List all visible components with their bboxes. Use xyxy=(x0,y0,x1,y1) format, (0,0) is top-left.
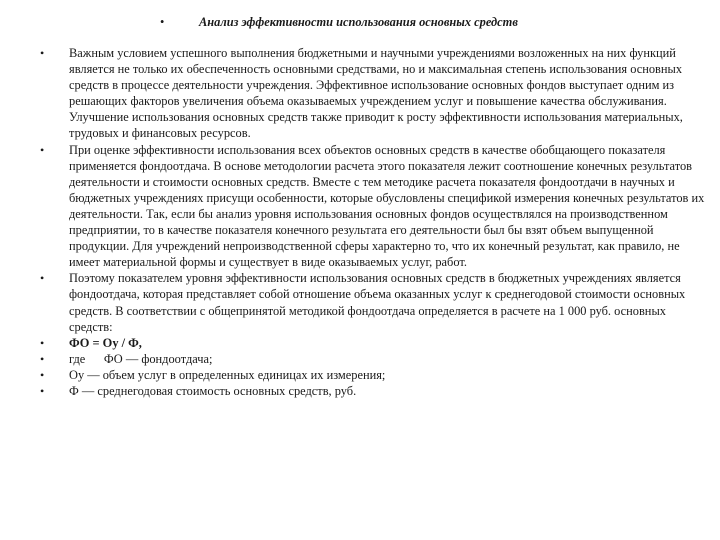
bullet-icon: • xyxy=(40,142,45,157)
paragraph-methodology: При оценке эффективности использования всех объектов основных средств в качестве обобщающего показателя применяется фондоотдача. В основе методологии расчета этого показателя лежит соотношение конечных результатов деятельности и стоимости основных средств. Вместе с тем методике расчета показателя фондоотдачи в научных и бюджетных учреждениях присущи особенности, которые обусловлены спецификой измерения конечных результатов их деятельности. Так, если бы анализ уровня использования основных фондов осуществлялся на производственном предприятии, то в качестве показателя конечного результата его деятельности был бы взят объем выпущенной продукции. Для учреждений непроизводственной сферы характерно то, что их конечный результат, как правило, не имеет материальной формы и существует в виде оказываемых услуг, работ. xyxy=(69,142,705,270)
list-item-legend-oy xyxy=(40,367,710,383)
title-bullet-icon: • xyxy=(160,15,165,29)
bullet-icon: • xyxy=(40,335,45,350)
list-item-importance xyxy=(40,45,710,142)
legend-oy: Оу — объем услуг в определенных единицах их измерения; xyxy=(69,367,386,382)
bullet-icon: • xyxy=(40,351,45,366)
bullet-list xyxy=(40,45,710,399)
list-item-legend-fo xyxy=(40,351,710,367)
slide-title: Анализ эффективности использования основных средств xyxy=(199,15,518,29)
formula: ФО = Оу / Ф, xyxy=(69,335,142,350)
list-item-legend-f xyxy=(40,383,710,399)
bullet-icon: • xyxy=(40,367,45,382)
bullet-icon: • xyxy=(40,383,45,398)
list-item-formula xyxy=(40,335,710,351)
paragraph-importance: Важным условием успешного выполнения бюджетными и научными учреждениями возложенных на них функций является не только их обеспеченность основными средствами, но и максимальная степень использования основных средств в процессе деятельности учреждения. Эффективное использование основных фондов выступает одним из решающих факторов увеличения объема оказываемых учреждением услуг и повышение качества обслуживания. Улучшение использования основных средств также приводит к росту эффективности использования материальных, трудовых и финансовых ресурсов. xyxy=(69,46,683,141)
legend-f: Ф — среднегодовая стоимость основных средств, руб. xyxy=(69,383,357,398)
bullet-icon: • xyxy=(40,271,45,286)
paragraph-definition: Поэтому показателем уровня эффективности использования основных средств в бюджетных учреждениях является фондоотдача, которая представляет собой отношение объема оказанных услуг к среднегодовой стоимости основных средств. В соответствии с общепринятой методикой фондоотдача определяется в расчете на 1 000 руб. основных средств: xyxy=(69,271,686,334)
list-item-methodology xyxy=(40,142,710,271)
list-item-definition xyxy=(40,270,710,334)
bullet-icon: • xyxy=(40,46,45,60)
legend-fo: где ФО — фондоотдача; xyxy=(69,351,213,366)
